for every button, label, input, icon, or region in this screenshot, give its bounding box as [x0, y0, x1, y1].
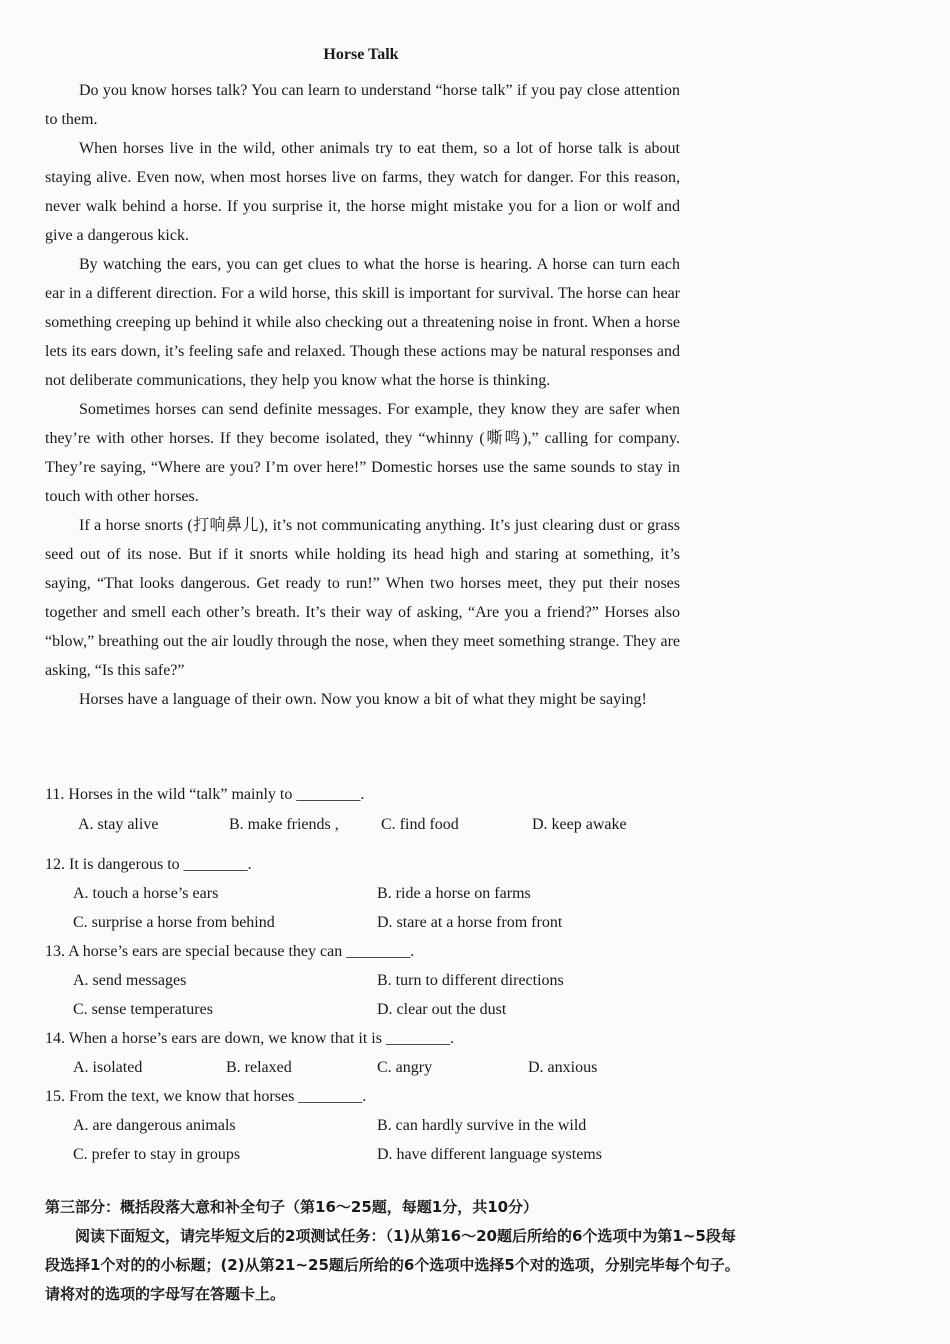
- option-b[interactable]: B. can hardly survive in the wild: [377, 1117, 587, 1134]
- option-row: [45, 1111, 665, 1140]
- paragraph: Sometimes horses can send definite messages. For example, they know they are safer when they’re with other horses. If they become isolated, they “whinny (嘶鸣),” calling for company. They’re saying, “Where are you? I’m over here!” Domestic horses use the same sounds to stay in touch with other horses.: [45, 401, 680, 505]
- passage-title: Horse Talk: [323, 46, 399, 63]
- option-a[interactable]: A. touch a horse’s ears: [73, 885, 219, 902]
- option-row: [45, 1140, 665, 1169]
- question-stem: 12. It is dangerous to ________.: [45, 856, 252, 873]
- option-row: [45, 995, 665, 1024]
- option-d[interactable]: D. stare at a horse from front: [377, 914, 563, 931]
- option-row: [45, 966, 665, 995]
- question-list: [45, 780, 665, 1169]
- option-a[interactable]: A. send messages: [73, 972, 187, 989]
- option-b[interactable]: B. make friends ,: [229, 816, 339, 833]
- section-instructions: 阅读下面短文，请完毕短文后的2项测试任务：（1)从第16～20题后所给的6个选项中为第1~5段每段选择1个对的的小标题；(2)从第21~25题后所给的6个选项中选择5个对的选项，分别完毕每个句子。请将对的选项的字母写在答题卡上。: [45, 1227, 740, 1303]
- question-stem: 14. When a horse’s ears are down, we know that it is ________.: [45, 1030, 454, 1047]
- option-d[interactable]: D. keep awake: [532, 816, 627, 833]
- option-row: [45, 1053, 665, 1082]
- paragraph: By watching the ears, you can get clues to what the horse is hearing. A horse can turn each ear in a different direction. For a wild horse, this skill is important for survival. The horse can hear something creeping up behind it while also checking out a threatening noise in front. When a horse lets its ears down, it’s feeling safe and relaxed. Though these actions may be natural responses and not deliberate communications, they help you know what the horse is thinking.: [45, 256, 680, 389]
- option-a[interactable]: A. isolated: [73, 1059, 143, 1076]
- question-12: [45, 850, 665, 937]
- question-stem: 13. A horse’s ears are special because they can ________.: [45, 943, 415, 960]
- paragraph: Do you know horses talk? You can learn to understand “horse talk” if you pay close attention to them.: [45, 82, 680, 128]
- paragraph: If a horse snorts (打响鼻儿), it’s not communicating anything. It’s just clearing dust or grass seed out of its nose. But if it snorts while holding its head high and staring at something, it’s saying, “That looks dangerous. Get ready to run!” When two horses meet, they put their noses together and smell each other’s breath. It’s their way of asking, “Are you a friend?” Horses also “blow,” breathing out the air loudly through the nose, when they meet something strange. They are asking, “Is this safe?”: [45, 517, 680, 679]
- part-three-section: [45, 1193, 745, 1309]
- option-c[interactable]: C. angry: [377, 1059, 433, 1076]
- question-stem: 11. Horses in the wild “talk” mainly to ________.: [45, 786, 365, 803]
- option-d[interactable]: D. anxious: [528, 1059, 598, 1076]
- option-b[interactable]: B. turn to different directions: [377, 972, 564, 989]
- option-c[interactable]: C. sense temperatures: [73, 1001, 213, 1018]
- option-row: [45, 810, 665, 850]
- option-b[interactable]: B. relaxed: [226, 1059, 292, 1076]
- option-d[interactable]: D. have different language systems: [377, 1146, 602, 1163]
- option-row: [45, 879, 665, 908]
- option-row: [45, 908, 665, 937]
- paragraph: When horses live in the wild, other animals try to eat them, so a lot of horse talk is about staying alive. Even now, when most horses live on farms, they watch for danger. For this reason, never walk behind a horse. If you surprise it, the horse might mistake you for a lion or wolf and give a dangerous kick.: [45, 140, 680, 244]
- section-heading: 第三部分：概括段落大意和补全句子（第16～25题，每题1分，共10分）: [45, 1198, 539, 1216]
- option-a[interactable]: A. stay alive: [78, 816, 159, 833]
- question-stem: 15. From the text, we know that horses ________.: [45, 1088, 367, 1105]
- question-11: [45, 780, 665, 850]
- option-d[interactable]: D. clear out the dust: [377, 1001, 507, 1018]
- option-c[interactable]: C. find food: [381, 816, 459, 833]
- option-c[interactable]: C. prefer to stay in groups: [73, 1146, 241, 1163]
- question-14: [45, 1024, 665, 1082]
- option-a[interactable]: A. are dangerous animals: [73, 1117, 236, 1134]
- passage-body: [45, 76, 680, 714]
- question-15: [45, 1082, 665, 1169]
- question-13: [45, 937, 665, 1024]
- option-c[interactable]: C. surprise a horse from behind: [73, 914, 275, 931]
- paragraph: Horses have a language of their own. Now you know a bit of what they might be saying!: [79, 691, 647, 708]
- option-b[interactable]: B. ride a horse on farms: [377, 885, 531, 902]
